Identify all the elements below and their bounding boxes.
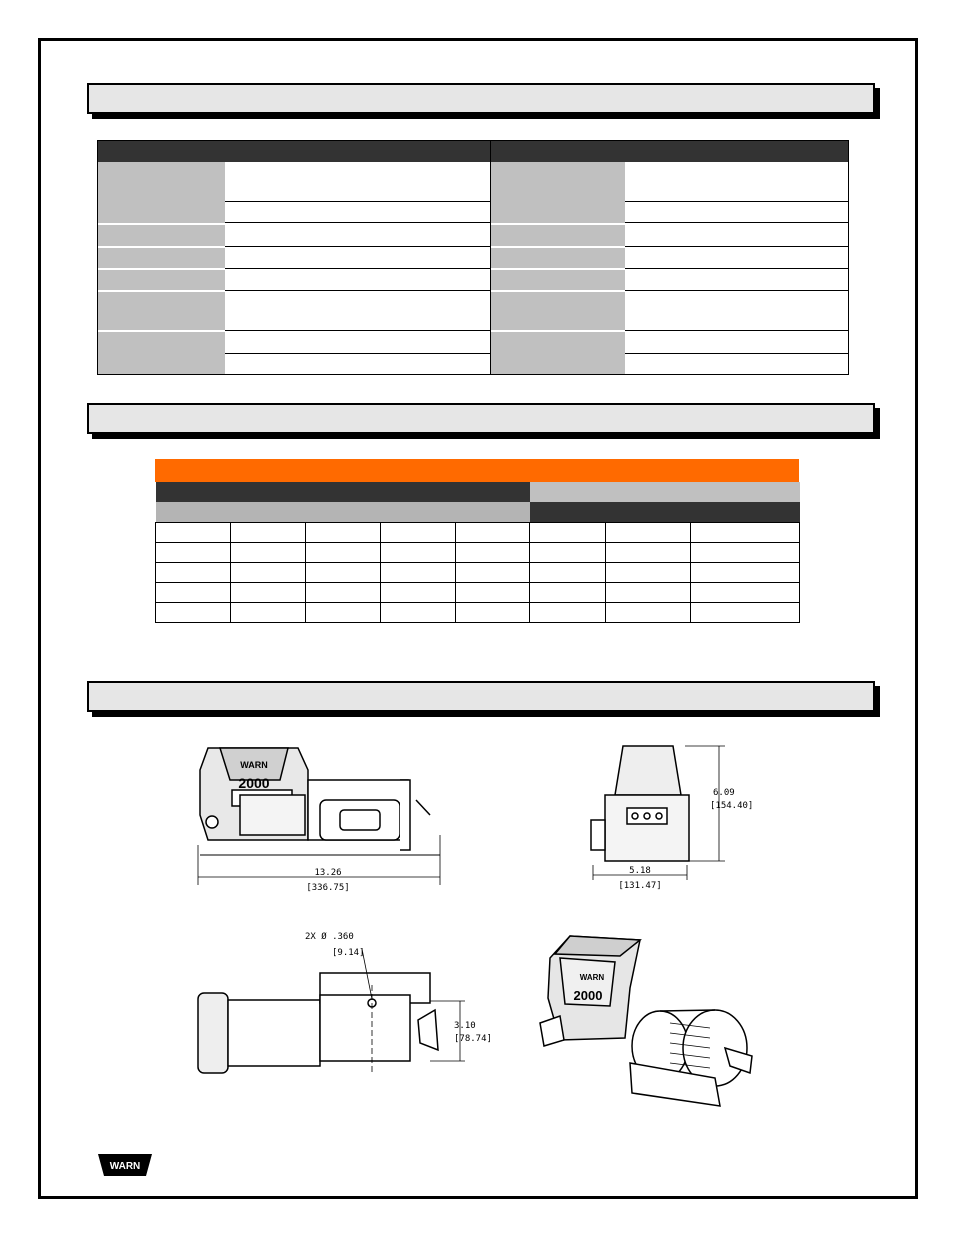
spec-label xyxy=(98,248,225,268)
end-height-label: 6.09 xyxy=(713,788,735,798)
spec-label xyxy=(490,162,625,223)
perf-cell xyxy=(530,582,606,602)
table-row xyxy=(156,602,800,622)
end-width-mm-label: [131.47] xyxy=(618,881,662,891)
perf-cell xyxy=(606,542,691,562)
perf-cell xyxy=(306,522,381,542)
perf-cell xyxy=(530,602,606,622)
spec-value xyxy=(225,162,490,202)
perf-subheader xyxy=(530,502,606,522)
spec-value xyxy=(625,225,848,247)
section-bar-performance xyxy=(87,403,875,434)
spec-label xyxy=(490,270,625,290)
spec-value xyxy=(225,225,490,247)
spec-value xyxy=(625,331,848,354)
table-row xyxy=(156,582,800,602)
perf-cell xyxy=(691,562,800,582)
spec-label xyxy=(98,225,225,246)
spec-value xyxy=(225,354,490,374)
warn-logo-text: WARN xyxy=(109,1161,141,1172)
perf-cell xyxy=(456,542,530,562)
table-row xyxy=(156,522,800,542)
perf-cell xyxy=(156,602,231,622)
perf-cell xyxy=(231,602,306,622)
perf-cell xyxy=(306,602,381,622)
perf-cell xyxy=(231,522,306,542)
perf-cell xyxy=(156,582,231,602)
spec-value xyxy=(625,354,848,374)
perf-cell xyxy=(156,542,231,562)
spec-table xyxy=(97,140,849,375)
winch-isometric-drawing xyxy=(520,928,770,1113)
brand-label: WARN xyxy=(240,760,268,770)
spec-label xyxy=(98,162,225,223)
mount-spacing-mm-label: [78.74] xyxy=(454,1034,492,1044)
perf-cell xyxy=(530,562,606,582)
perf-cell xyxy=(306,542,381,562)
spec-label xyxy=(98,332,225,374)
perf-cell xyxy=(691,602,800,622)
perf-subheader xyxy=(231,502,306,522)
perf-cell xyxy=(530,542,606,562)
perf-cell xyxy=(606,522,691,542)
perf-cell xyxy=(231,562,306,582)
perf-cell xyxy=(381,602,456,622)
model-label: 2000 xyxy=(238,775,270,791)
hole-callout-mm-label: [9.14] xyxy=(332,948,365,958)
perf-cell xyxy=(306,562,381,582)
perf-subheader xyxy=(306,502,381,522)
perf-cell xyxy=(456,582,530,602)
end-width-label: 5.18 xyxy=(629,866,651,876)
perf-cell xyxy=(691,542,800,562)
spec-label xyxy=(98,270,225,290)
iso-brand-label: WARN xyxy=(579,973,605,982)
perf-cell xyxy=(456,602,530,622)
perf-cell xyxy=(606,602,691,622)
section-bar-specifications xyxy=(87,83,875,114)
spec-value xyxy=(625,202,848,223)
performance-table xyxy=(155,459,799,623)
perf-header-group xyxy=(530,482,800,502)
spec-label xyxy=(490,225,625,246)
spec-label xyxy=(490,332,625,374)
spec-value xyxy=(625,247,848,269)
spec-value xyxy=(225,202,490,223)
spec-label xyxy=(490,248,625,268)
iso-model-label: 2000 xyxy=(573,988,603,1003)
spec-header-left xyxy=(98,141,490,162)
spec-value xyxy=(225,331,490,354)
perf-cell xyxy=(156,562,231,582)
perf-header xyxy=(381,482,456,502)
perf-cell xyxy=(456,522,530,542)
perf-cell xyxy=(381,542,456,562)
perf-subheader xyxy=(606,502,691,522)
perf-cell xyxy=(156,522,231,542)
perf-header xyxy=(306,482,381,502)
perf-header xyxy=(231,482,306,502)
perf-cell xyxy=(691,522,800,542)
spec-value xyxy=(225,291,490,331)
perf-cell xyxy=(456,562,530,582)
spec-label xyxy=(490,292,625,330)
spec-value xyxy=(225,269,490,291)
perf-subheader xyxy=(456,502,530,522)
spec-header-right xyxy=(490,141,848,162)
mount-spacing-label: 3.10 xyxy=(454,1021,476,1031)
perf-cell xyxy=(530,522,606,542)
perf-subheader xyxy=(381,502,456,522)
perf-cell xyxy=(606,582,691,602)
section-bar-dimensions xyxy=(87,681,875,712)
perf-cell xyxy=(606,562,691,582)
perf-cell xyxy=(306,582,381,602)
spec-divider xyxy=(490,141,491,374)
perf-cell xyxy=(231,542,306,562)
spec-value xyxy=(625,291,848,331)
spec-label xyxy=(98,292,225,330)
winch-top-view-drawing xyxy=(190,925,490,1085)
perf-cell xyxy=(381,522,456,542)
perf-header xyxy=(156,482,231,502)
perf-cell xyxy=(381,562,456,582)
winch-side-view-drawing xyxy=(190,740,450,895)
side-width-mm-label: [336.75] xyxy=(306,883,350,893)
performance-title xyxy=(155,459,799,482)
perf-subheader xyxy=(691,502,800,522)
spec-value xyxy=(625,269,848,291)
perf-subheader xyxy=(156,502,231,522)
perf-cell xyxy=(691,582,800,602)
perf-cell xyxy=(231,582,306,602)
winch-end-view-drawing xyxy=(585,740,754,895)
side-width-label: 13.26 xyxy=(314,868,342,878)
perf-header xyxy=(456,482,530,502)
perf-cell xyxy=(381,582,456,602)
hole-callout-label: 2X Ø .360 xyxy=(305,932,354,942)
spec-value xyxy=(625,162,848,202)
warn-logo xyxy=(98,1152,152,1178)
table-row xyxy=(156,542,800,562)
spec-value xyxy=(225,247,490,269)
table-row xyxy=(156,562,800,582)
end-height-mm-label: [154.40] xyxy=(710,801,754,811)
